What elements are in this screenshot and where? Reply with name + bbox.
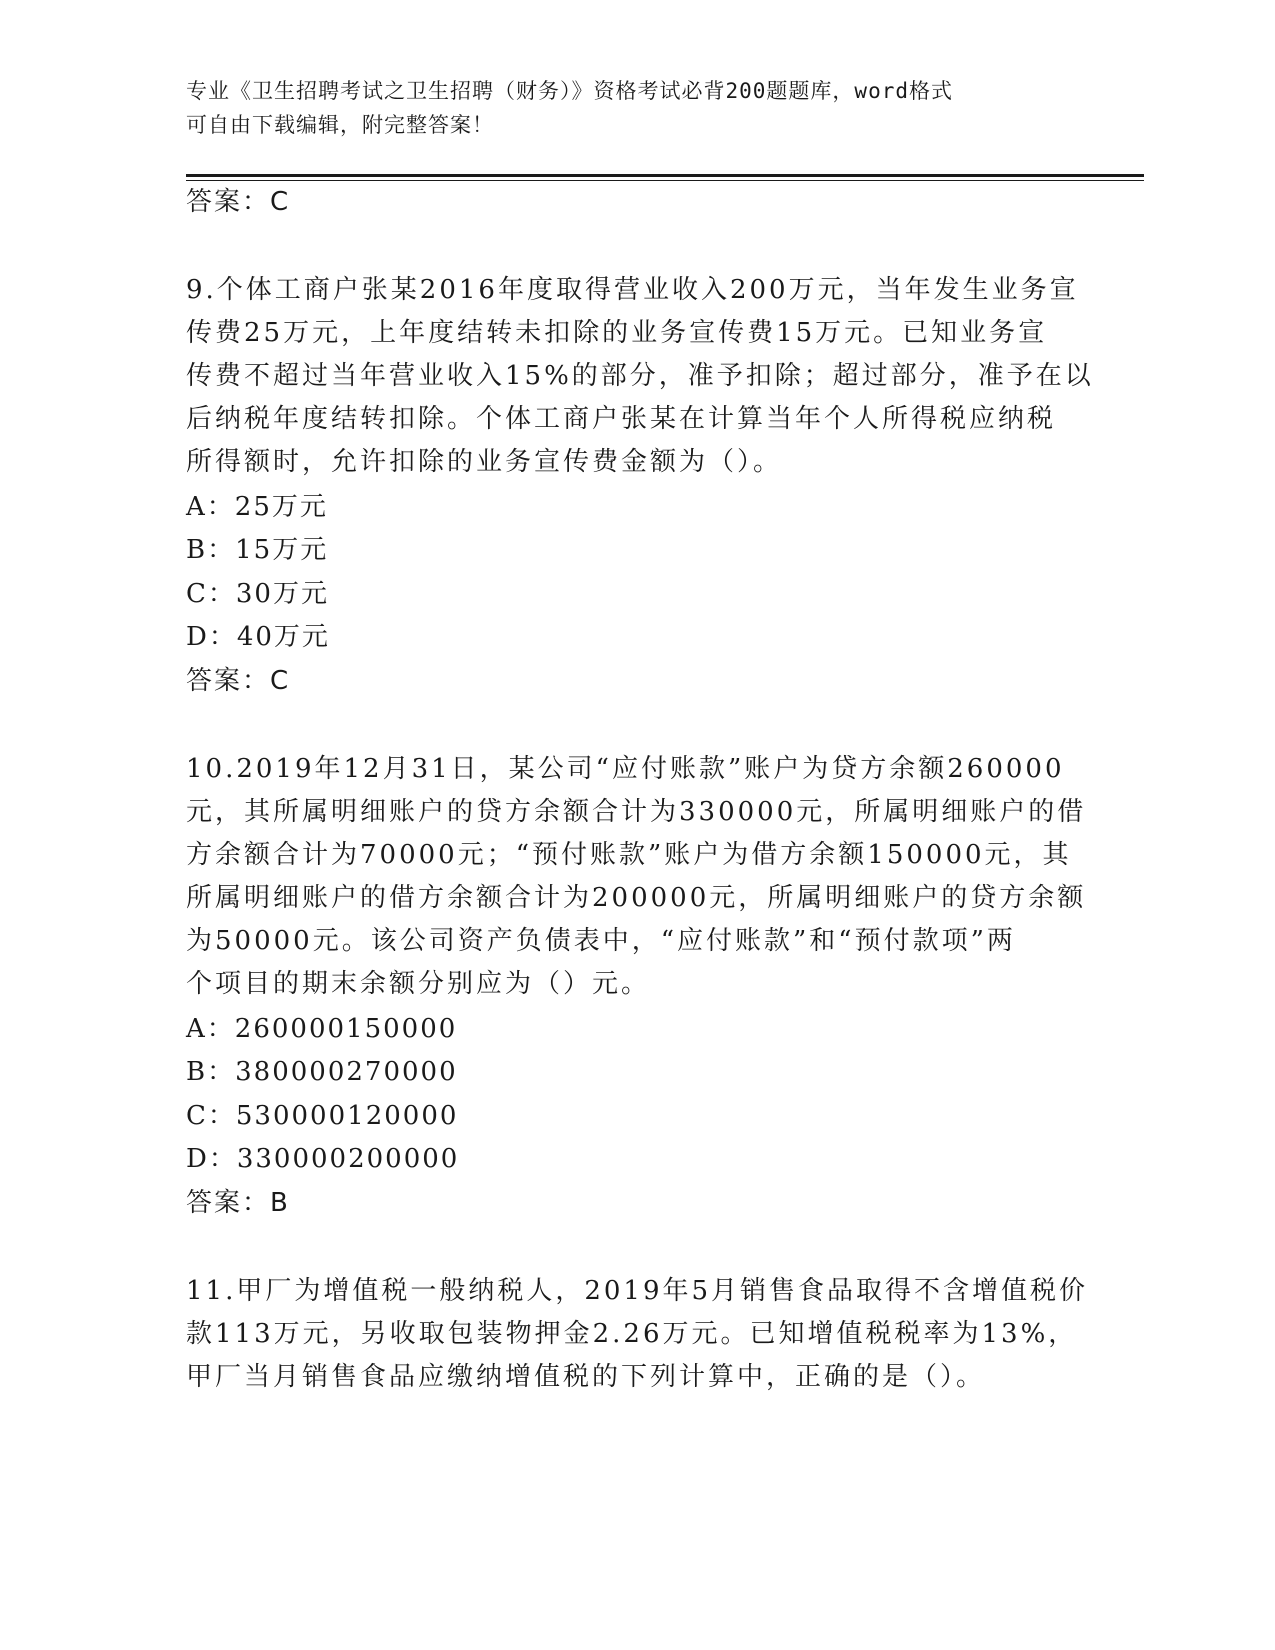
question-text-line: 11.甲厂为增值税一般纳税人，2019年5月销售食品取得不含增值税价 (186, 1276, 1089, 1306)
option-d: D：40万元 (186, 622, 330, 652)
header-divider-thin (186, 180, 1144, 181)
question-text-line: 甲厂当月销售食品应缴纳增值税的下列计算中，正确的是（）。 (186, 1362, 986, 1392)
question-text-line: 元，其所属明细账户的贷方余额合计为330000元，所属明细账户的借 (186, 797, 1087, 827)
question-text-line: 方余额合计为70000元；“预付账款”账户为借方余额150000元，其 (186, 840, 1072, 870)
question-text-line: 传费不超过当年营业收入15%的部分，准予扣除；超过部分，准予在以 (186, 361, 1094, 391)
option-a: A：25万元 (186, 492, 328, 522)
header-divider-thick (186, 174, 1144, 177)
question-text-line: 所属明细账户的借方余额合计为200000元，所属明细账户的贷方余额 (186, 883, 1087, 913)
question-text-line: 款113万元，另收取包装物押金2.26万元。已知增值税税率为13%， (186, 1319, 1078, 1349)
document-header (186, 74, 1066, 142)
question-text-line: 9.个体工商户张某2016年度取得营业收入200万元，当年发生业务宣 (186, 275, 1079, 305)
header-line-1: 专业《卫生招聘考试之卫生招聘（财务）》资格考试必背200题题库，word格式 (186, 79, 953, 103)
option-d: D：330000200000 (186, 1144, 460, 1174)
question-text-line: 所得额时，允许扣除的业务宣传费金额为（）。 (186, 447, 783, 477)
option-c: C：530000120000 (186, 1101, 459, 1131)
option-c: C：30万元 (186, 579, 329, 609)
question-text-line: 10.2019年12月31日，某公司“应付账款”账户为贷方余额260000 (186, 754, 1065, 784)
question-text-line: 为50000元。该公司资产负债表中，“应付账款”和“预付款项”两 (186, 926, 1016, 956)
question-text-line: 个项目的期末余额分别应为（）元。 (186, 969, 651, 999)
option-b: B：380000270000 (186, 1057, 458, 1087)
answer: 答案：C (186, 666, 291, 696)
previous-answer: 答案：C (186, 187, 291, 217)
question-text-line: 后纳税年度结转扣除。个体工商户张某在计算当年个人所得税应纳税 (186, 404, 1057, 434)
header-line-2: 可自由下载编辑，附完整答案！ (186, 113, 494, 137)
answer: 答案：B (186, 1188, 290, 1218)
option-b: B：15万元 (186, 535, 329, 565)
option-a: A：260000150000 (186, 1014, 458, 1044)
question-text-line: 传费25万元，上年度结转未扣除的业务宣传费15万元。已知业务宣 (186, 318, 1048, 348)
